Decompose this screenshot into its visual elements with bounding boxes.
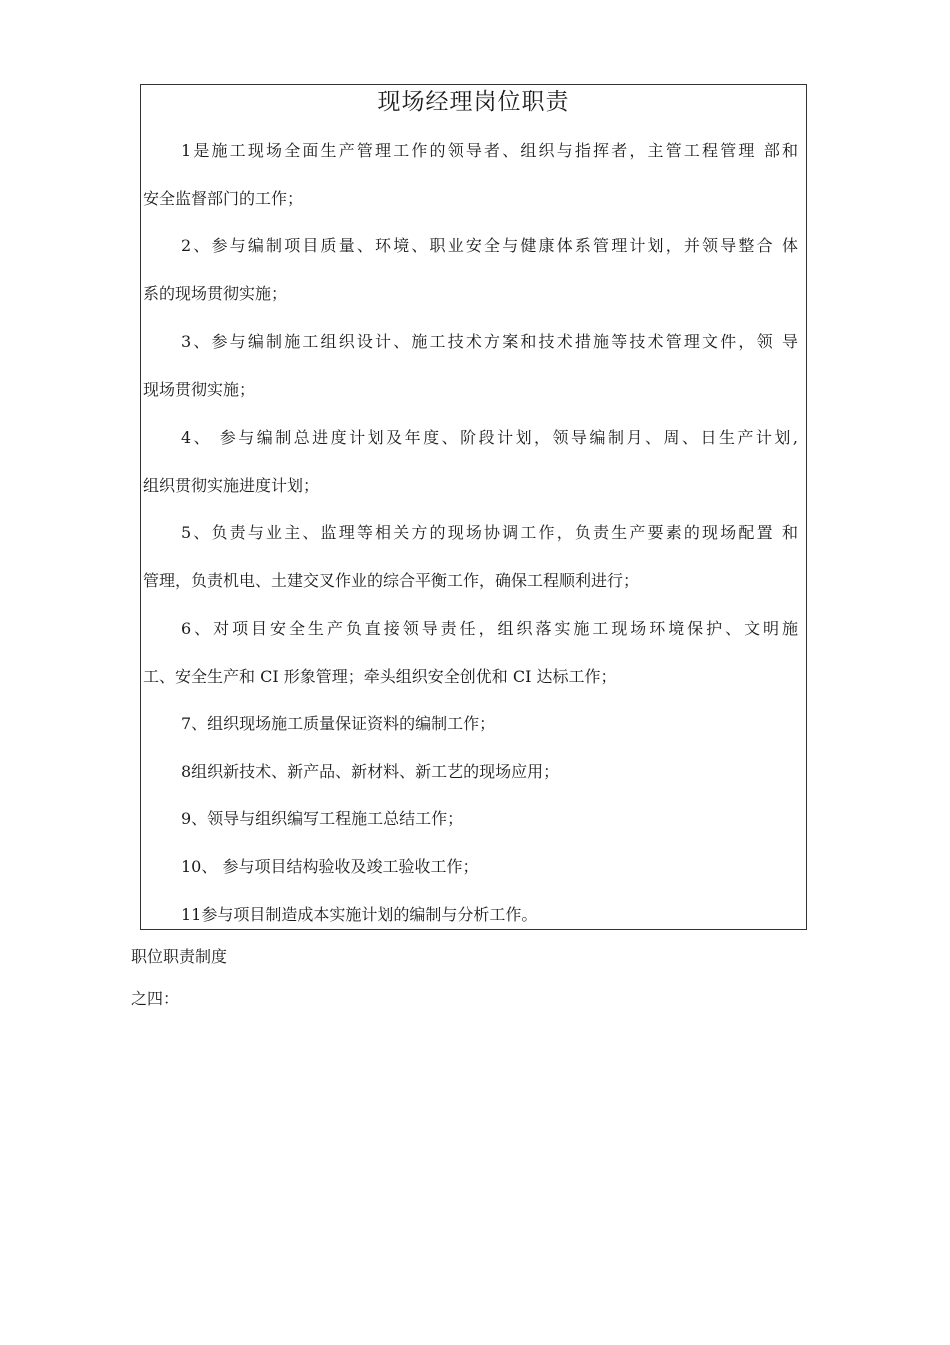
duty-item-8: 8组织新技术、新产品、新材料、新工艺的现场应用； xyxy=(181,762,560,781)
duty-item-4-line-2: 组织贯彻实施进度计划； xyxy=(143,476,320,495)
duty-item-4-line-1: 4、 参与编制总进度计划及年度、阶段计划，领导编制月、周、日生产计划, xyxy=(181,428,798,447)
duty-item-11: 11参与项目制造成本实施计划的编制与分析工作。 xyxy=(181,905,538,924)
duty-item-6-line-1: 6、对项目安全生产负直接领导责任，组织落实施工现场环境保护、文明施 xyxy=(181,619,798,638)
duty-item-6-line-2: 工、安全生产和 CI 形象管理；牵头组织安全创优和 CI 达标工作； xyxy=(143,667,617,686)
duty-item-10: 10、 参与项目结构验收及竣工验收工作； xyxy=(181,857,479,876)
duty-item-9: 9、领导与组织编写工程施工总结工作； xyxy=(181,809,464,828)
duty-item-1-line-2: 安全监督部门的工作； xyxy=(143,189,304,208)
duty-item-2-line-2: 系的现场贯彻实施； xyxy=(143,284,288,303)
footer-line-2: 之四： xyxy=(131,989,180,1008)
duties-table-frame xyxy=(140,84,807,930)
document-title: 现场经理岗位职责 xyxy=(377,89,570,115)
duty-item-3-line-2: 现场贯彻实施； xyxy=(143,380,256,399)
duty-item-5-line-1: 5、负责与业主、监理等相关方的现场协调工作，负责生产要素的现场配置 和 xyxy=(181,523,798,542)
footer-line-1: 职位职责制度 xyxy=(131,947,228,966)
duty-item-7: 7、组织现场施工质量保证资料的编制工作； xyxy=(181,714,496,733)
duty-item-1-line-1: 1是施工现场全面生产管理工作的领导者、组织与指挥者，主管工程管理 部和 xyxy=(181,141,798,160)
duty-item-2-line-1: 2、参与编制项目质量、环境、职业安全与健康体系管理计划，并领导整合 体 xyxy=(181,236,798,255)
duty-item-5-line-2: 管理，负责机电、土建交叉作业的综合平衡工作，确保工程顺利进行； xyxy=(143,571,640,590)
duty-item-3-line-1: 3、参与编制施工组织设计、施工技术方案和技术措施等技术管理文件，领 导 xyxy=(181,332,798,351)
